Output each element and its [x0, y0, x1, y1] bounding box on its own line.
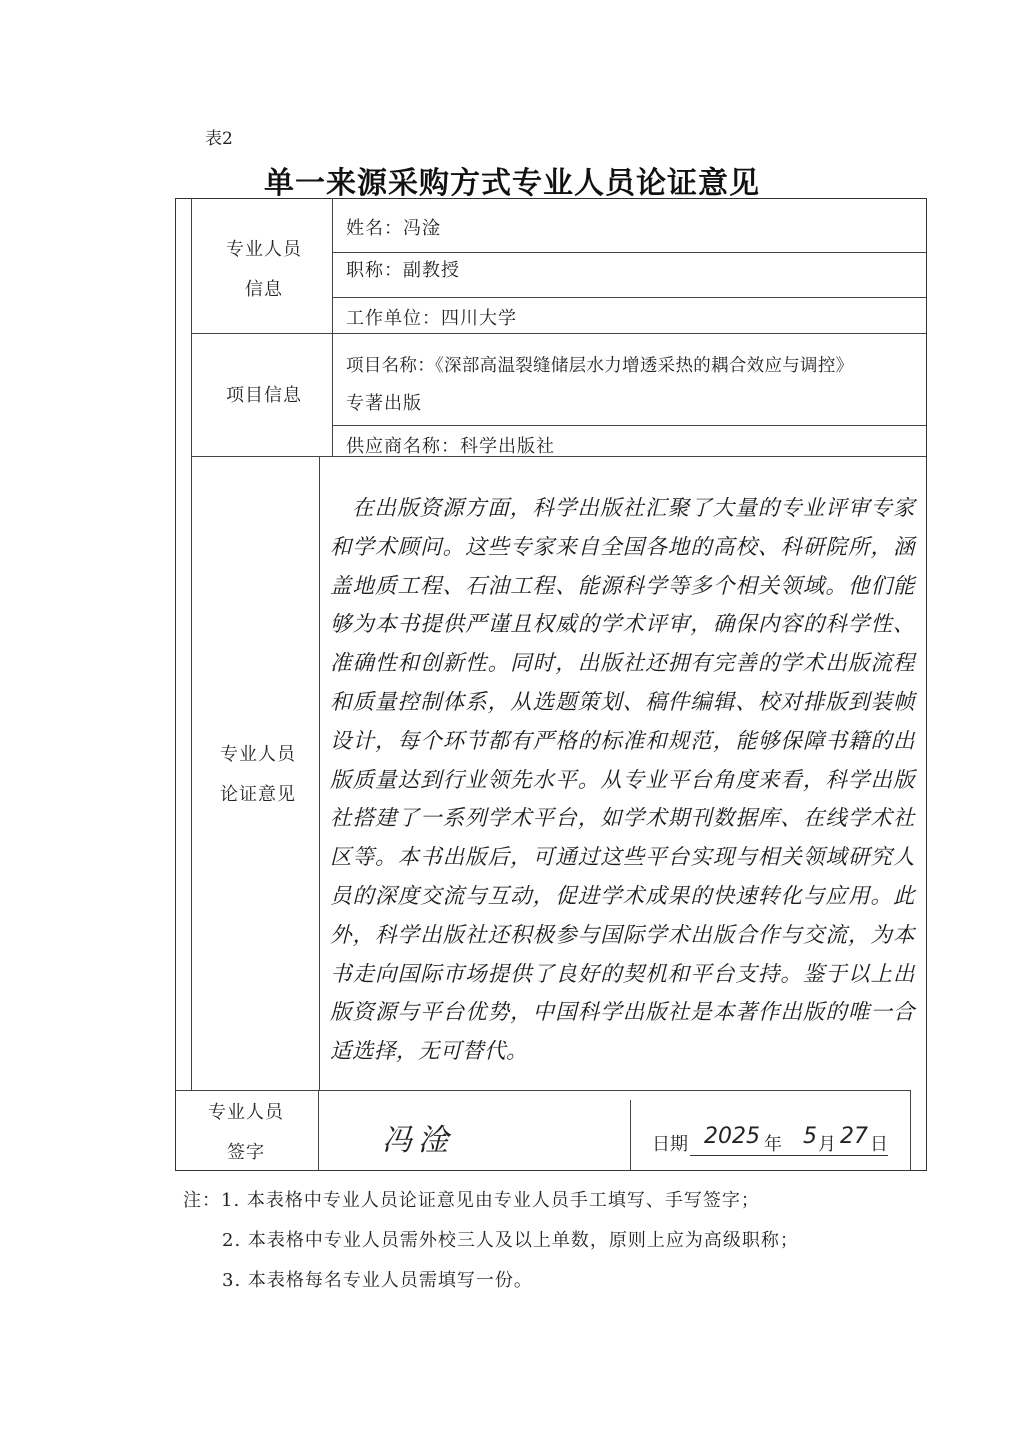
row-divider-info-project	[191, 333, 926, 334]
date-underline	[690, 1155, 888, 1156]
date-month-unit: 月	[818, 1134, 836, 1155]
date-year-unit: 年	[764, 1134, 782, 1155]
expert-info-label	[186, 230, 342, 310]
expert-work-unit: 工作单位：四川大学	[346, 308, 517, 329]
row-divider-project-opinion	[191, 456, 926, 457]
project-info-label: 项目信息	[226, 385, 302, 406]
project-name-continued: 专著出版	[346, 393, 422, 414]
left-column-border-upper	[191, 198, 192, 1091]
inner-divider-project-name	[332, 425, 926, 426]
inner-divider-title	[332, 297, 926, 298]
right-border-lower	[910, 1090, 911, 1171]
project-name: 项目名称：《深部高温裂缝储层水力增透采热的耦合效应与调控》	[346, 356, 854, 376]
label-line: 论证意见	[220, 784, 296, 805]
note-1: 注：1. 本表格中专业人员论证意见由专业人员手工填写、手写签字；	[183, 1190, 760, 1211]
signature-date-divider	[630, 1100, 631, 1171]
date-month: 5	[803, 1124, 817, 1149]
label-line: 签字	[227, 1142, 265, 1163]
table-number-label: 表2	[205, 129, 233, 149]
expert-name: 姓名：冯淦	[346, 218, 441, 239]
label-line: 专业人员	[208, 1102, 284, 1123]
supplier-name: 供应商名称：科学出版社	[346, 436, 555, 457]
date-label: 日期	[652, 1134, 688, 1155]
label-line: 专业人员	[226, 239, 302, 260]
handwritten-opinion-text: 在出版资源方面，科学出版社汇聚了大量的专业评审专家和学术顾问。这些专家来自全国各地的高校、科研院所，涵盖地质工程、石油工程、能源科学等多个相关领域。他们能够为本书提供严谨且权威的学术评审，确保内容的科学性、准确性和创新性。同时，出版社还拥有完善的学术出版流程和质量控制体系，从选题策划、稿件编辑、校对排版到装帧设计，每个环节都有严格的标准和规范，能够保障书籍的出版质量达到行业领先水平。从专业平台角度来看，科学出版社搭建了一系列学术平台，如学术期刊数据库、在线学术社区等。本书出版后，可通过这些平台实现与相关领域研究人员的深度交流与互动，促进学术成果的快速转化与应用。此外，科学出版社还积极参与国际学术出版合作与交流，为本书走向国际市场提供了良好的契机和平台支持。鉴于以上出版资源与平台优势，中国科学出版社是本著作出版的唯一合适选择，无可替代。	[330, 496, 915, 1065]
date-year: 2025	[704, 1124, 760, 1149]
page-title: 单一来源采购方式专业人员论证意见	[264, 166, 760, 201]
opinion-label	[180, 735, 336, 815]
row-divider-opinion-signature	[175, 1090, 910, 1091]
label-line: 专业人员	[220, 744, 296, 765]
expert-title: 职称：副教授	[346, 260, 460, 281]
handwritten-signature: 冯淦	[382, 1123, 454, 1158]
note-2: 2. 本表格中专业人员需外校三人及以上单数，原则上应为高级职称；	[222, 1230, 799, 1251]
date-day: 27	[840, 1124, 868, 1149]
note-3: 3. 本表格每名专业人员需填写一份。	[222, 1270, 533, 1291]
signature-label	[168, 1093, 324, 1173]
label-line: 信息	[245, 279, 283, 300]
inner-divider-name	[332, 252, 926, 253]
date-day-unit: 日	[870, 1134, 888, 1155]
